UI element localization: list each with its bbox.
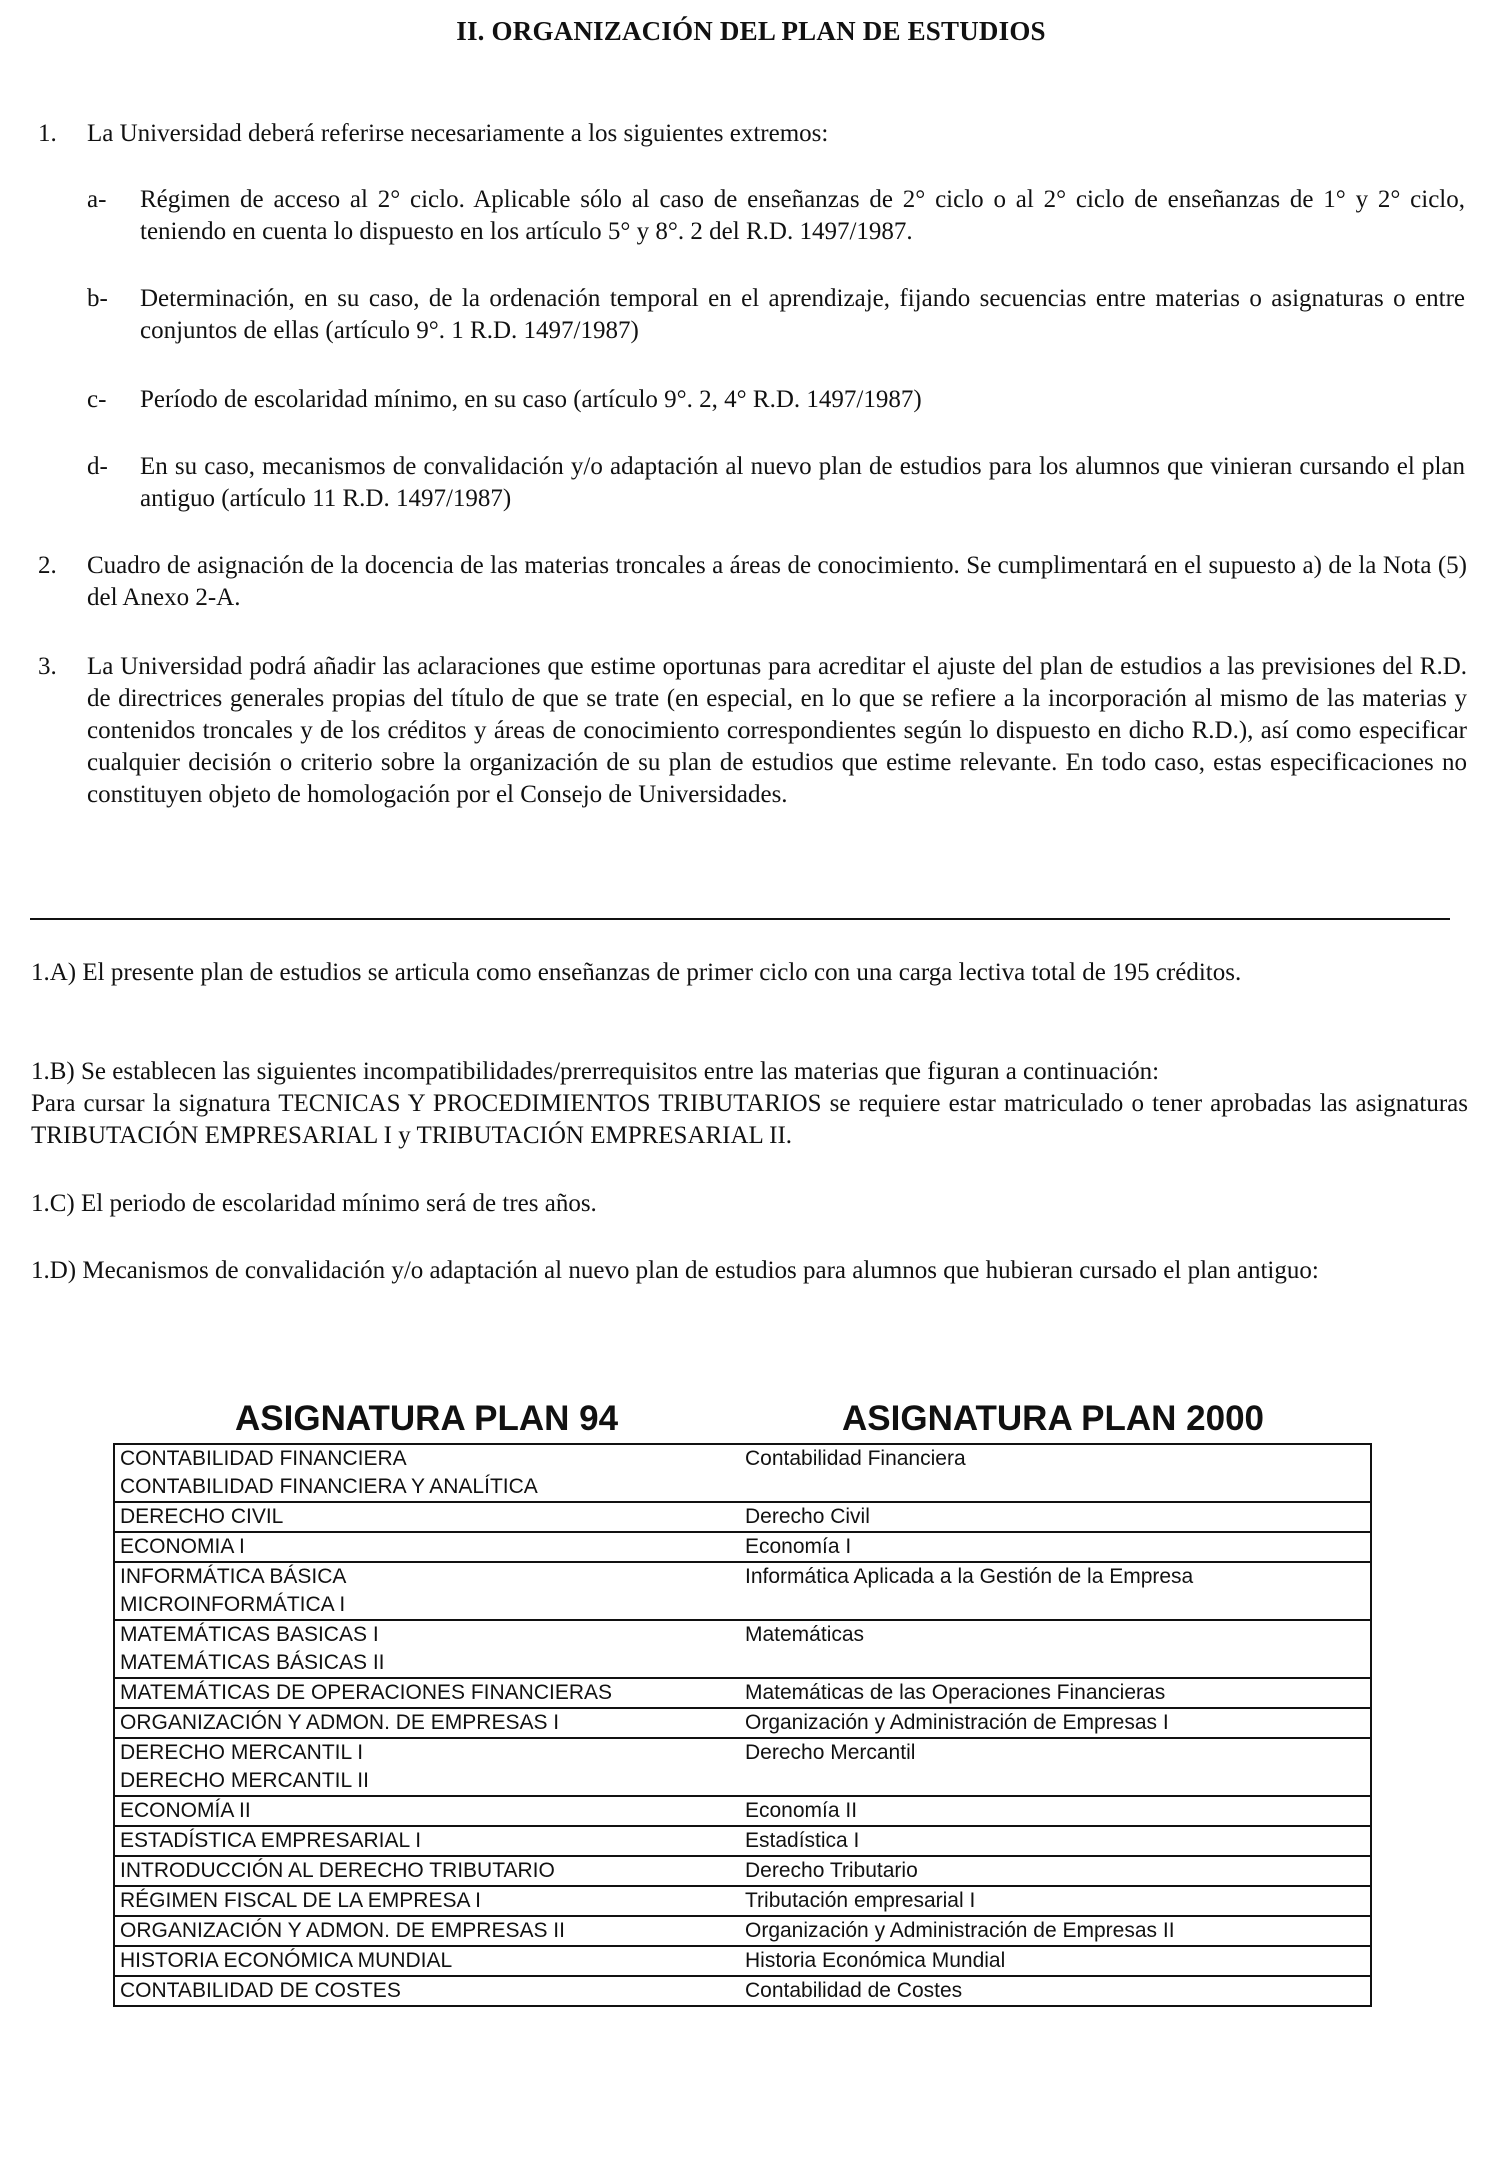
plan-2000-subject: Informática Aplicada a la Gestión de la Empresa — [745, 1565, 1194, 1588]
item-3-text: La Universidad podrá añadir las aclaraciones que estime oportunas para acreditar el ajuste del plan de estudios a las previsiones del R.D. de directrices generales propias del título de que se trate (en especial, en lo que se refiere a la incorporación al mismo de las materias y contenidos troncales y de los créditos y áreas de conocimiento correspondientes según lo dispuesto en dicho R.D.), así como especificar cualquier decisión o criterio sobre la organización de su plan de estudios que estime relevante. En todo caso, estas especificaciones no constituyen objeto de homologación por el Consejo de Universidades. — [87, 653, 1467, 808]
plan-94-cell — [115, 1563, 743, 1619]
plan-2000-subject: Economía II — [745, 1799, 858, 1822]
plan-94-cell — [115, 1857, 743, 1885]
table-row — [115, 1621, 1370, 1679]
plan-94-subject: ESTADÍSTICA EMPRESARIAL I — [120, 1829, 422, 1852]
plan-2000-subject: Tributación empresarial I — [745, 1889, 976, 1912]
plan-2000-subject: Derecho Civil — [745, 1505, 870, 1528]
plan-94-cell — [115, 1621, 743, 1677]
subitem-b-letter: b- — [87, 285, 108, 312]
item-3-number: 3. — [38, 653, 57, 680]
plan-94-cell — [115, 1739, 743, 1795]
plan-94-cell — [115, 1887, 743, 1915]
plan-94-cell — [115, 1797, 743, 1825]
plan-94-subject: DERECHO MERCANTIL II — [120, 1769, 369, 1792]
plan-94-subject: MICROINFORMÁTICA I — [120, 1593, 346, 1616]
table-row — [115, 1709, 1370, 1739]
answer-1a: 1.A) El presente plan de estudios se articula como enseñanzas de primer ciclo con una carga lectiva total de 195 créditos. — [31, 959, 1242, 986]
plan-2000-subject: Organización y Administración de Empresas I — [745, 1711, 1169, 1734]
plan-94-subject: INFORMÁTICA BÁSICA — [120, 1565, 347, 1588]
plan-2000-subject: Contabilidad de Costes — [745, 1979, 963, 2002]
plan-94-subject: CONTABILIDAD FINANCIERA Y ANALÍTICA — [120, 1475, 538, 1498]
plan-2000-subject: Economía I — [745, 1535, 852, 1558]
table-row — [115, 1503, 1370, 1533]
plan-2000-subject: Matemáticas — [745, 1623, 865, 1646]
page-title: II. ORGANIZACIÓN DEL PLAN DE ESTUDIOS — [456, 16, 1046, 46]
subitem-b-text: Determinación, en su caso, de la ordenación temporal en el aprendizaje, fijando secuencias entre materias o asignaturas o entre conjuntos de ellas (artículo 9°. 1 R.D. 1497/1987) — [140, 285, 1465, 344]
table-row — [115, 1947, 1370, 1977]
plan-94-subject: DERECHO MERCANTIL I — [120, 1741, 364, 1764]
table-header-plan-94: ASIGNATURA PLAN 94 — [235, 1399, 619, 1438]
subitem-c-letter: c- — [87, 386, 107, 413]
plan-94-subject: ORGANIZACIÓN Y ADMON. DE EMPRESAS I — [120, 1711, 560, 1734]
table-row — [115, 1739, 1370, 1797]
plan-94-subject: INTRODUCCIÓN AL DERECHO TRIBUTARIO — [120, 1859, 555, 1882]
plan-94-subject: CONTABILIDAD DE COSTES — [120, 1979, 401, 2002]
answer-1c: 1.C) El periodo de escolaridad mínimo será de tres años. — [31, 1190, 597, 1217]
table-row — [115, 1917, 1370, 1947]
answer-1d: 1.D) Mecanismos de convalidación y/o adaptación al nuevo plan de estudios para alumnos que hubieran cursado el plan antiguo: — [31, 1257, 1319, 1284]
section-divider — [30, 918, 1450, 920]
plan-94-cell — [115, 1679, 743, 1707]
table-row — [115, 1797, 1370, 1827]
subitem-d-text: En su caso, mecanismos de convalidación y/o adaptación al nuevo plan de estudios para los alumnos que vinieran cursando el plan antiguo (artículo 11 R.D. 1497/1987) — [140, 453, 1465, 512]
plan-94-subject: HISTORIA ECONÓMICA MUNDIAL — [120, 1949, 453, 1972]
plan-2000-subject: Derecho Mercantil — [745, 1741, 916, 1764]
plan-2000-subject: Contabilidad Financiera — [745, 1447, 966, 1470]
plan-94-subject: ECONOMÍA II — [120, 1799, 251, 1822]
convalidation-table — [113, 1443, 1372, 2007]
plan-94-subject: CONTABILIDAD FINANCIERA — [120, 1447, 407, 1470]
plan-94-subject: RÉGIMEN FISCAL DE LA EMPRESA I — [120, 1889, 481, 1912]
item-2-text: Cuadro de asignación de la docencia de las materias troncales a áreas de conocimiento. Se cumplimentará en el supuesto a) de la Nota (5) del Anexo 2-A. — [87, 552, 1467, 611]
plan-94-subject: ECONOMIA I — [120, 1535, 245, 1558]
table-row — [115, 1679, 1370, 1709]
plan-2000-subject: Derecho Tributario — [745, 1859, 918, 1882]
plan-94-cell — [115, 1827, 743, 1855]
plan-2000-subject: Matemáticas de las Operaciones Financieras — [745, 1681, 1166, 1704]
plan-94-subject: MATEMÁTICAS DE OPERACIONES FINANCIERAS — [120, 1681, 613, 1704]
table-row — [115, 1563, 1370, 1621]
item-2-number: 2. — [38, 552, 57, 579]
plan-2000-subject: Organización y Administración de Empresas II — [745, 1919, 1175, 1942]
plan-94-cell — [115, 1977, 743, 2005]
plan-94-cell — [115, 1445, 743, 1501]
plan-94-cell — [115, 1947, 743, 1975]
table-row — [115, 1857, 1370, 1887]
plan-2000-subject: Historia Económica Mundial — [745, 1949, 1006, 1972]
table-row — [115, 1445, 1370, 1503]
answer-1b-intro: 1.B) Se establecen las siguientes incompatibilidades/prerrequisitos entre las materias que figuran a continuación: — [31, 1058, 1160, 1085]
table-row — [115, 1977, 1370, 2005]
plan-94-cell — [115, 1917, 743, 1945]
plan-94-subject: DERECHO CIVIL — [120, 1505, 284, 1528]
plan-94-cell — [115, 1533, 743, 1561]
plan-94-cell — [115, 1503, 743, 1531]
plan-94-subject: ORGANIZACIÓN Y ADMON. DE EMPRESAS II — [120, 1919, 565, 1942]
table-row — [115, 1827, 1370, 1857]
answer-1b-detail: Para cursar la signatura TECNICAS Y PROCEDIMIENTOS TRIBUTARIOS se requiere estar matriculado o tener aprobadas las asignaturas TRIBUTACIÓN EMPRESARIAL I y TRIBUTACIÓN EMPRESARIAL II. — [31, 1090, 1468, 1149]
subitem-a-text: Régimen de acceso al 2° ciclo. Aplicable sólo al caso de enseñanzas de 2° ciclo o al 2° ciclo de enseñanzas de 1° y 2° ciclo, teniendo en cuenta lo dispuesto en los artículo 5° y 8°. 2 del R.D. 1497/1987. — [140, 186, 1465, 245]
plan-2000-subject: Estadística I — [745, 1829, 860, 1852]
plan-94-subject: MATEMÁTICAS BASICAS I — [120, 1623, 379, 1646]
item-1-number: 1. — [38, 120, 57, 147]
plan-94-subject: MATEMÁTICAS BÁSICAS II — [120, 1651, 385, 1674]
subitem-a-letter: a- — [87, 186, 107, 213]
table-row — [115, 1533, 1370, 1563]
plan-94-cell — [115, 1709, 743, 1737]
item-1-text: La Universidad deberá referirse necesariamente a los siguientes extremos: — [87, 120, 829, 147]
subitem-c-text: Período de escolaridad mínimo, en su caso (artículo 9°. 2, 4° R.D. 1497/1987) — [140, 386, 922, 413]
table-header-plan-2000: ASIGNATURA PLAN 2000 — [842, 1399, 1265, 1438]
table-row — [115, 1887, 1370, 1917]
subitem-d-letter: d- — [87, 453, 108, 480]
